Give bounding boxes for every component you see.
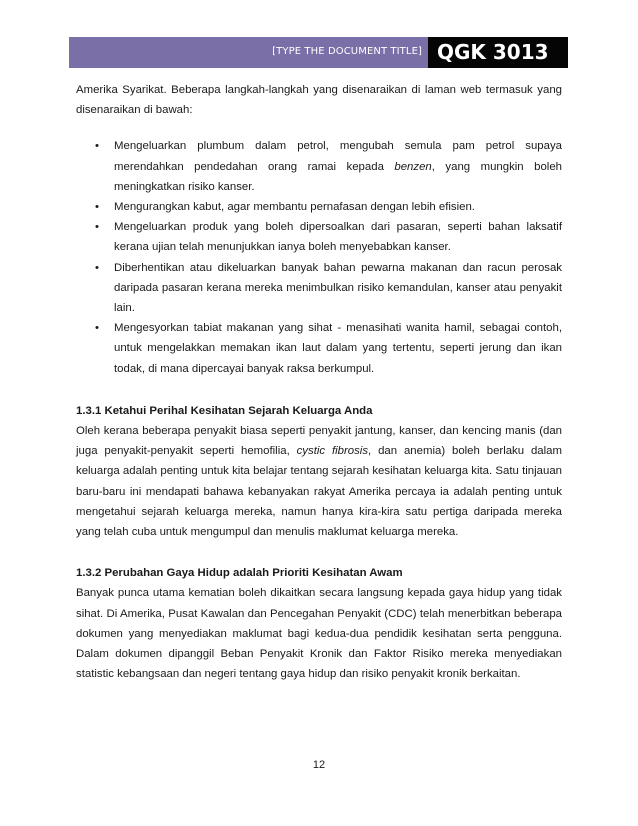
bullet-text: Mengeluarkan produk yang boleh dipersoalkan dari pasaran, seperti bahan laksatif kerana ujian telah menunjukkan ianya boleh menyebabkan kanser. <box>114 221 562 254</box>
bullet-icon: • <box>95 221 99 234</box>
page-number: 12 <box>312 759 326 771</box>
bullet-text-italic: benzen <box>394 160 432 173</box>
page-header <box>69 37 568 68</box>
header-title-block <box>69 37 428 68</box>
intro-paragraph: Amerika Syarikat. Beberapa langkah-langkah yang disenaraikan di laman web termasuk yang disenaraikan di bawah: <box>76 84 562 117</box>
header-code-block <box>428 37 568 68</box>
bullet-text: Diberhentikan atau dikeluarkan banyak bahan pewarna makanan dan racun perosak daripada pasaran kerana mereka menimbulkan risiko kemandulan, kanser atau penyakit lain. <box>114 261 562 315</box>
section-heading-1-3-1: 1.3.1 Ketahui Perihal Kesihatan Sejarah Keluarga Anda <box>76 404 373 417</box>
bullet-text: Mengurangkan kabut, agar membantu pernafasan dengan lebih efisien. <box>114 201 475 214</box>
list-item <box>76 318 562 379</box>
section-paragraph-1-3-1 <box>76 421 562 542</box>
list-item <box>76 258 562 319</box>
bullet-list <box>76 136 562 378</box>
document-title: [TYPE THE DOCUMENT TITLE] <box>272 46 422 57</box>
bullet-icon: • <box>95 322 99 335</box>
paragraph-text: Oleh kerana beberapa penyakit biasa seperti penyakit jantung, kanser, dan kencing manis (dan juga penyakit-penyakit seperti hemofilia, <box>76 425 562 458</box>
bullet-text-after: , yang mungkin boleh meningkatkan risiko kanser. <box>114 160 562 193</box>
paragraph-italic: cystic fibrosis <box>296 445 369 458</box>
list-item <box>76 197 562 217</box>
paragraph-text-after: , dan anemia) boleh berlaku dalam keluarga adalah penting untuk kita belajar tentang sejarah kesihatan keluarga kita. Satu tinjauan baru-baru ini mendapati bahawa kebanyakan rakyat Amerika percaya ia adalah penting untuk mengetahui sejarah keluarga mereka, namun hanya kira-kira satu pertiga daripada mereka yang telah cuba untuk mengumpul dan menulis maklumat keluarga mereka. <box>76 445 562 539</box>
section-heading-1-3-2: 1.3.2 Perubahan Gaya Hidup adalah Prioriti Kesihatan Awam <box>76 567 403 580</box>
section-paragraph-1-3-2: Banyak punca utama kematian boleh dikaitkan secara langsung kepada gaya hidup yang tidak sihat. Di Amerika, Pusat Kawalan dan Pencegahan Penyakit (CDC) telah menerbitkan beberapa dokumen yang menyediakan maklumat bagi kedua-dua pendidik kesihatan serta pengguna. Dalam dokumen dipanggil Beban Penyakit Kronik dan Faktor Risiko mereka menyediakan statistic kebangsaan dan negeri tentang gaya hidup dan risiko penyakit kronik berkaitan. <box>76 587 562 681</box>
bullet-text: Mengesyorkan tabiat makanan yang sihat - menasihati wanita hamil, sebagai contoh, untuk mengelakkan memakan ikan laut dalam yang tertentu, seperti jerung dan ikan todak, di mana dipercayai banyak raksa berkumpul. <box>114 322 562 375</box>
bullet-icon: • <box>95 140 99 153</box>
list-item <box>76 217 562 257</box>
course-code: QGK 3013 <box>437 40 549 64</box>
bullet-icon: • <box>95 261 99 274</box>
bullet-text: Mengeluarkan plumbum dalam petrol, mengubah semula pam petrol supaya merendahkan pendedahan orang ramai kepada <box>114 140 562 173</box>
bullet-icon: • <box>95 201 99 214</box>
list-item <box>76 136 562 197</box>
document-body <box>76 80 562 684</box>
